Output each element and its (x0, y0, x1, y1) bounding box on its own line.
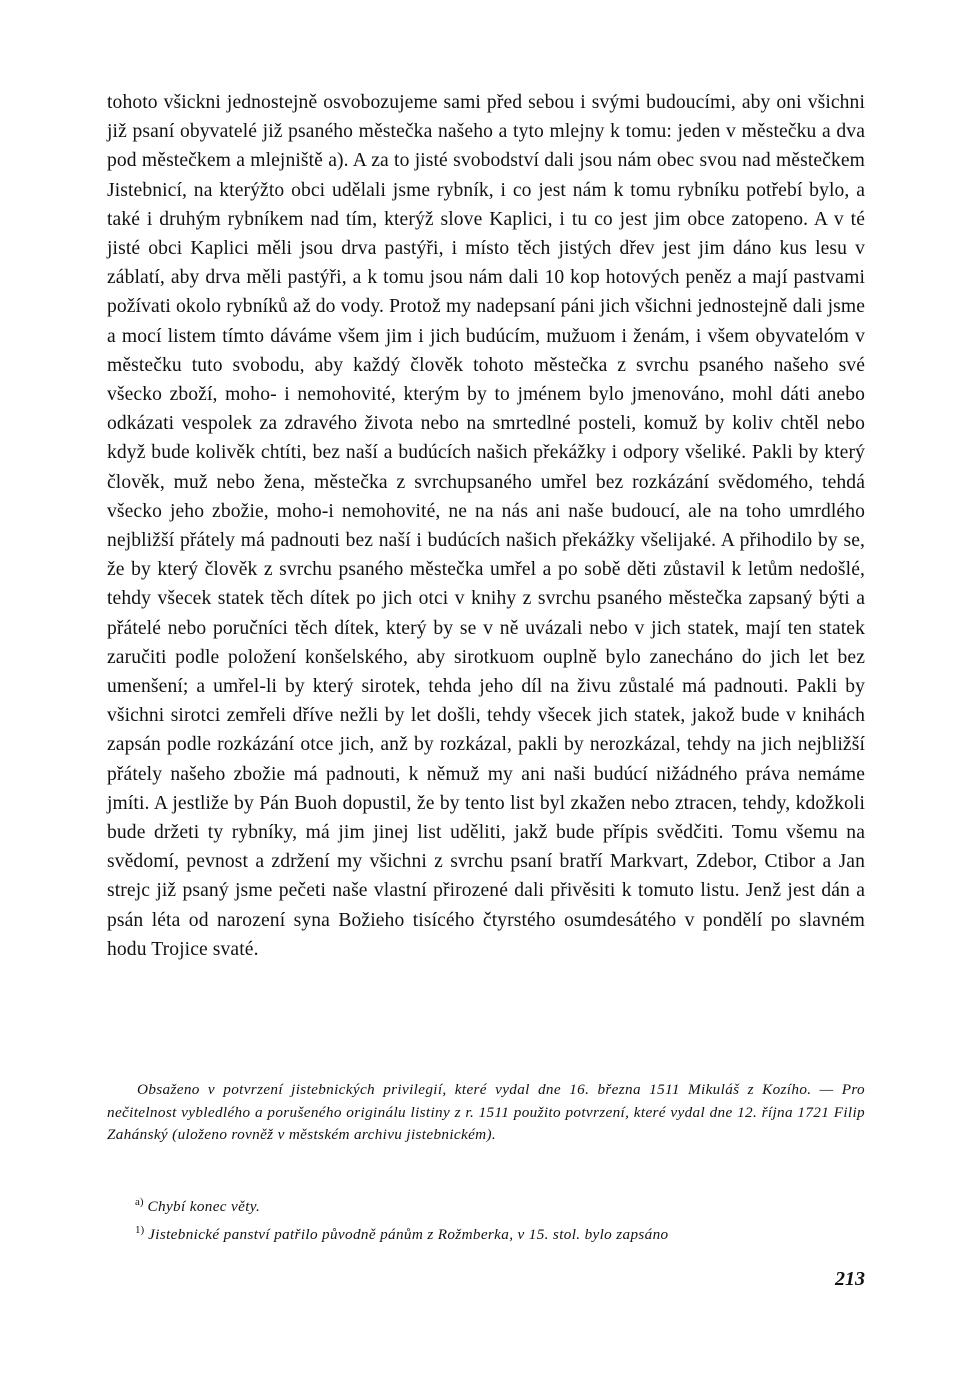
footnote-text: Chybí konec věty. (147, 1198, 261, 1216)
source-note: Obsaženo v potvrzení jistebnických privilegií, které vydal dne 16. března 1511 Mikuláš z Kozího. — Pro nečitelnost vybledlého a porušeného originálu listiny z r. 1511 použito potvrzení, které vydal dne 12. října 1721 Filip Zahánský (uloženo rovněž v městském archivu jistebnickém). (107, 1081, 865, 1144)
footnote-1 (135, 1220, 865, 1245)
footnote-text: Jistebnické panství patřilo původně pánům z Rožmberka, v 15. stol. bylo zapsáno (148, 1226, 669, 1244)
body-text: tohoto všickni jednostejně osvobozujeme sami před sebou i svými budoucími, aby oni všichni již psaní obyvatelé již psaného městečka našeho a tyto mlejny k tomu: jeden v městečku a dva pod městečkem a mlejniště a). A za to jisté svobodství dali jsou nám obec svou nad městečkem Jistebnicí, na kterýžto obci udělali jsme rybník, i co jest nám k tomu rybníku potřebí bylo, a také i druhým rybníkem nad tím, kterýž slove Kaplici, i tu co jest jim obce zatopeno. A v té jisté obci Kaplici měli jsou drva pastýři, i místo těch jistých dřev jest jim dáno kus lesu v záblatí, aby drva měli pastýři, a k tomu jsou nám dali 10 kop hotových peněz a mají pastvami požívati okolo rybníků až do vody. Protož my nadepsaní páni jich všichni jednostejně dali jsme a mocí listem tímto dáváme všem jim i jich budúcím, mužuom i ženám, i všem obyvatelóm v městečku tuto svobodu, aby každý člověk tohoto městečka z svrchu psaného našeho své všecko zboží, moho- i nemohovité, kterým by to jménem bylo jmenováno, mohl dáti anebo odkázati vespolek za zdravého života nebo na smrtedlné posteli, komuž by koliv chtěl nebo když bude kolivěk chtíti, bez naší a budúcích našich překážky i odpory všeliké. Pakli by který člověk, muž nebo žena, městečka z svrchupsaného umřel bez rozkázání svědomého, tehdá všecko jeho zbožie, moho-i nemohovité, ne na nás ani naše budoucí, ale na toho umrdlého nejbližší přátely má padnouti bez naší i budúcích našich překážky všelijaké. A přihodilo by se, že by který člověk z svrchu psaného městečka umřel a po sobě děti zůstavil k letům nedošlé, tehdy všecek statek těch dítek po jich otci v knihy z svrchu psaného městečka zapsaný býti a přátelé nebo poručníci těch dítek, který by se v ně uvázali nebo v jich statek, mají ten statek zaručiti podle položení konšelského, aby sirotkuom ouplně bylo zanecháno do jich let bez umenšení; a umřel-li by který sirotek, tehda jeho díl na živu zůstalé má padnouti. Pakli by všichni sirotci zemřeli dříve nežli by let došli, tehdy všecek jich statek, jakož bude v knihách zapsán podle rozkázání otce jich, anž by rozkázal, pakli by nerozkázal, tehdy na jich nejbližší přátely našeho zbožie má padnouti, k němuž my ani naši budúcí nižádného práva nemáme jmíti. A jestliže by Pán Buoh dopustil, že by tento list byl zkažen nebo ztracen, tehdy, kdožkoli bude držeti ty rybníky, má jim jinej list uděliti, jakž bude přípis svědčiti. Tomu všemu na svědomí, pevnost a zdržení my všichni z svrchu psaní bratří Markvart, Zdebor, Ctibor a Jan strejc již psaný jsme pečeti naše vlastní přirozené dali přivěsiti k tomuto listu. Jenž jest dán a psán léta od narození syna Božieho tisícého čtyrstého osumdesátého v pondělí po slavném hodu Trojice svaté. (107, 92, 865, 960)
footnote-marker: a) (135, 1196, 144, 1208)
footnote-a (135, 1192, 865, 1217)
footnote-marker: 1) (135, 1224, 145, 1236)
page-number: 213 (835, 1268, 865, 1290)
